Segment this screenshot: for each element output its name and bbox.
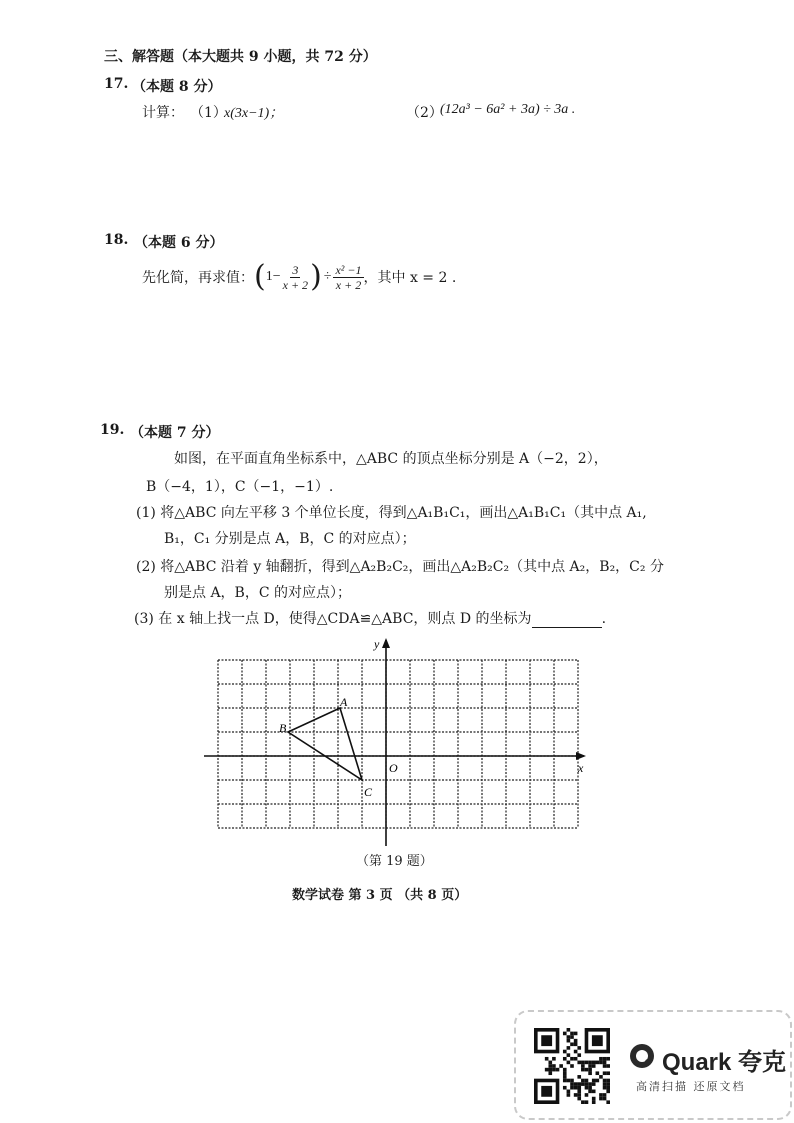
q19-part1-line1: (1) 将△ABC 向左平移 3 个单位长度，得到△A₁B₁C₁，画出△A₁B₁C₁（其中点 A₁, xyxy=(136,505,647,521)
q19-part2-line2: 别是点 A，B，C 的对应点）； xyxy=(164,585,352,601)
x-axis-arrow xyxy=(576,752,586,760)
q17-part2-expr: (12a³ − 6a² + 3a) ÷ 3a . xyxy=(440,102,576,117)
q19-part3-end: . xyxy=(601,611,607,627)
origin-label: O xyxy=(389,761,398,775)
q19-line1: 如图，在平面直角坐标系中，△ABC 的顶点坐标分别是 A（−2，2）， xyxy=(174,451,608,467)
q18-frac1-num: 3 xyxy=(292,262,299,277)
one-minus: 1− xyxy=(265,269,281,284)
point-c-label: C xyxy=(364,785,373,799)
triangle-abc xyxy=(288,708,362,780)
q18-frac2-num: x² −1 xyxy=(335,262,362,277)
q19-line2: B（−4，1），C（−1，−1）. xyxy=(146,479,334,495)
q19-number: 19. xyxy=(100,422,125,438)
q18-number: 18. xyxy=(104,232,129,248)
q18-frac2-den: x + 2 xyxy=(335,277,362,292)
q18-frac1-den: x + 2 xyxy=(282,277,309,292)
qr-code-icon xyxy=(534,1028,610,1104)
right-paren: ) xyxy=(310,259,322,294)
grid-lines xyxy=(218,660,578,828)
q17-part1-expr: x(3x−1)； xyxy=(224,106,284,121)
q18-fraction-2 xyxy=(333,263,363,292)
q17-prompt: 计算： xyxy=(142,105,184,121)
q18-expression xyxy=(142,259,457,294)
q19-part3-text: (3) 在 x 轴上找一点 D，使得△CDA≌△ABC，则点 D 的坐标为 xyxy=(134,611,532,627)
quark-scan-badge xyxy=(514,1010,792,1120)
q17-number: 17. xyxy=(104,76,129,92)
q18-tail: ，其中 x = 2 . xyxy=(363,270,457,286)
q17-part1-label: （1） xyxy=(190,105,227,121)
point-b-label: B xyxy=(279,721,287,735)
x-axis-label: x xyxy=(578,761,584,775)
left-paren: ( xyxy=(254,259,266,294)
figure-caption: （第 19 题） xyxy=(356,854,433,869)
y-axis-arrow xyxy=(382,638,390,648)
q17-part2-label: （2） xyxy=(406,105,443,121)
y-axis-label: y xyxy=(374,637,380,651)
answer-blank xyxy=(532,613,602,628)
q18-prompt: 先化简，再求值： xyxy=(142,270,254,286)
quark-brand: Quark 夸克 xyxy=(662,1049,787,1076)
q18-points: （本题 6 分） xyxy=(134,235,224,251)
quark-tagline: 高清扫描 还原文档 xyxy=(636,1080,746,1093)
q19-part2-line1: (2) 将△ABC 沿着 y 轴翻折，得到△A₂B₂C₂，画出△A₂B₂C₂（其中点 A₂，B₂，C₂ 分 xyxy=(136,559,664,575)
q18-fraction-1 xyxy=(281,263,310,292)
q17-points: （本题 8 分） xyxy=(132,79,222,95)
point-a-label: A xyxy=(340,695,348,709)
coordinate-grid-figure xyxy=(198,632,598,846)
q19-part1-line2: B₁，C₁ 分别是点 A，B，C 的对应点）； xyxy=(164,531,416,547)
quark-logo-icon xyxy=(628,1042,656,1070)
q19-points: （本题 7 分） xyxy=(130,425,220,441)
page-footer: 数学试卷 第 3 页 （共 8 页） xyxy=(292,888,468,903)
q19-part3 xyxy=(134,608,606,628)
divide-sign: ÷ xyxy=(323,269,332,284)
section-heading: 三、解答题（本大题共 9 小题，共 72 分） xyxy=(104,49,377,65)
